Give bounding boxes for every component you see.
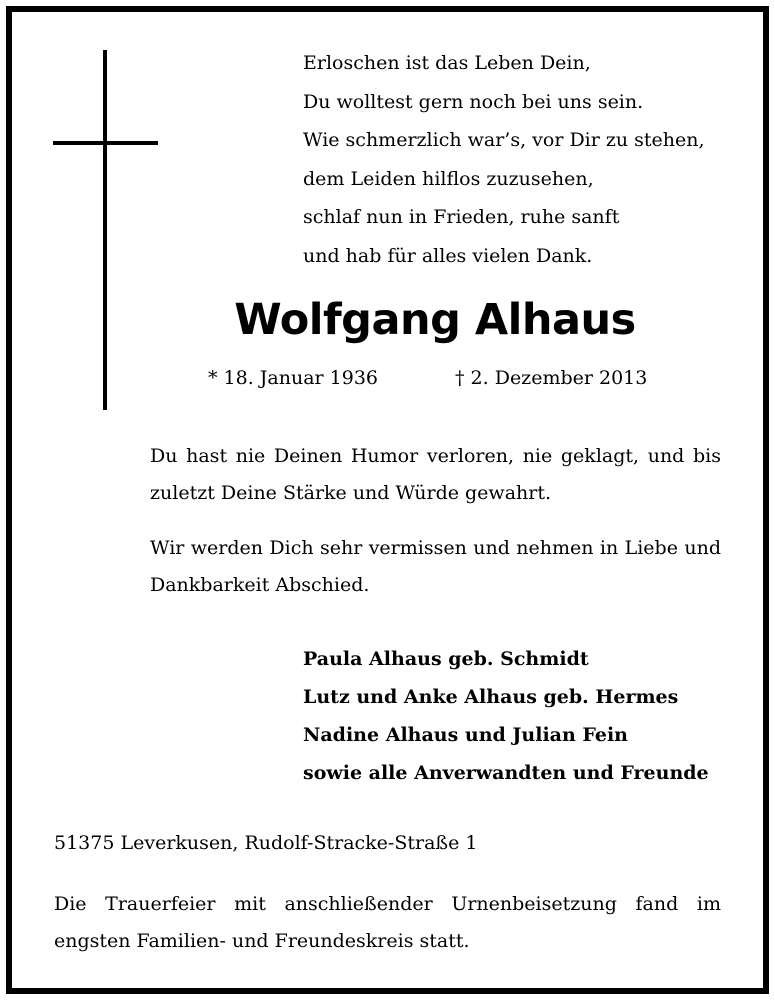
farewell-paragraph: Wir werden Dich sehr vermissen und nehmen in Liebe und Dankbarkeit Abschied.: [150, 537, 721, 596]
poem-line: und hab für alles vielen Dank.: [303, 244, 593, 267]
poem-line: dem Leiden hilflos zuzusehen,: [303, 167, 594, 190]
poem-line: schlaf nun in Frieden, ruhe sanft: [303, 206, 620, 228]
poem: [303, 44, 743, 275]
mourner-name: Lutz und Anke Alhaus geb. Hermes: [303, 686, 679, 708]
cross-vertical-bar: [103, 50, 107, 410]
mourner-name: Nadine Alhaus und Julian Fein: [303, 724, 628, 746]
cross-horizontal-bar: [53, 141, 158, 145]
mourner-name: Paula Alhaus geb. Schmidt: [303, 648, 589, 670]
deceased-name: Wolfgang Alhaus: [234, 295, 636, 345]
birth-date: * 18. Januar 1936: [208, 367, 379, 389]
funeral-note: Die Trauerfeier mit anschließender Urnenbeisetzung fand im engsten Familien- und Freundeskreis statt.: [54, 893, 721, 952]
poem-line: Du wolltest gern noch bei uns sein.: [303, 90, 644, 113]
death-date: † 2. Dezember 2013: [455, 367, 648, 389]
tribute-paragraph: Du hast nie Deinen Humor verloren, nie geklagt, und bis zuletzt Deine Stärke und Würde gewahrt.: [150, 445, 721, 504]
mourner-name: sowie alle Anverwandten und Freunde: [303, 762, 709, 784]
mourners-list: [303, 640, 743, 792]
poem-line: Erloschen ist das Leben Dein,: [303, 52, 591, 74]
poem-line: Wie schmerzlich war’s, vor Dir zu stehen,: [303, 129, 705, 151]
address: 51375 Leverkusen, Rudolf-Stracke-Straße 1: [54, 832, 478, 854]
